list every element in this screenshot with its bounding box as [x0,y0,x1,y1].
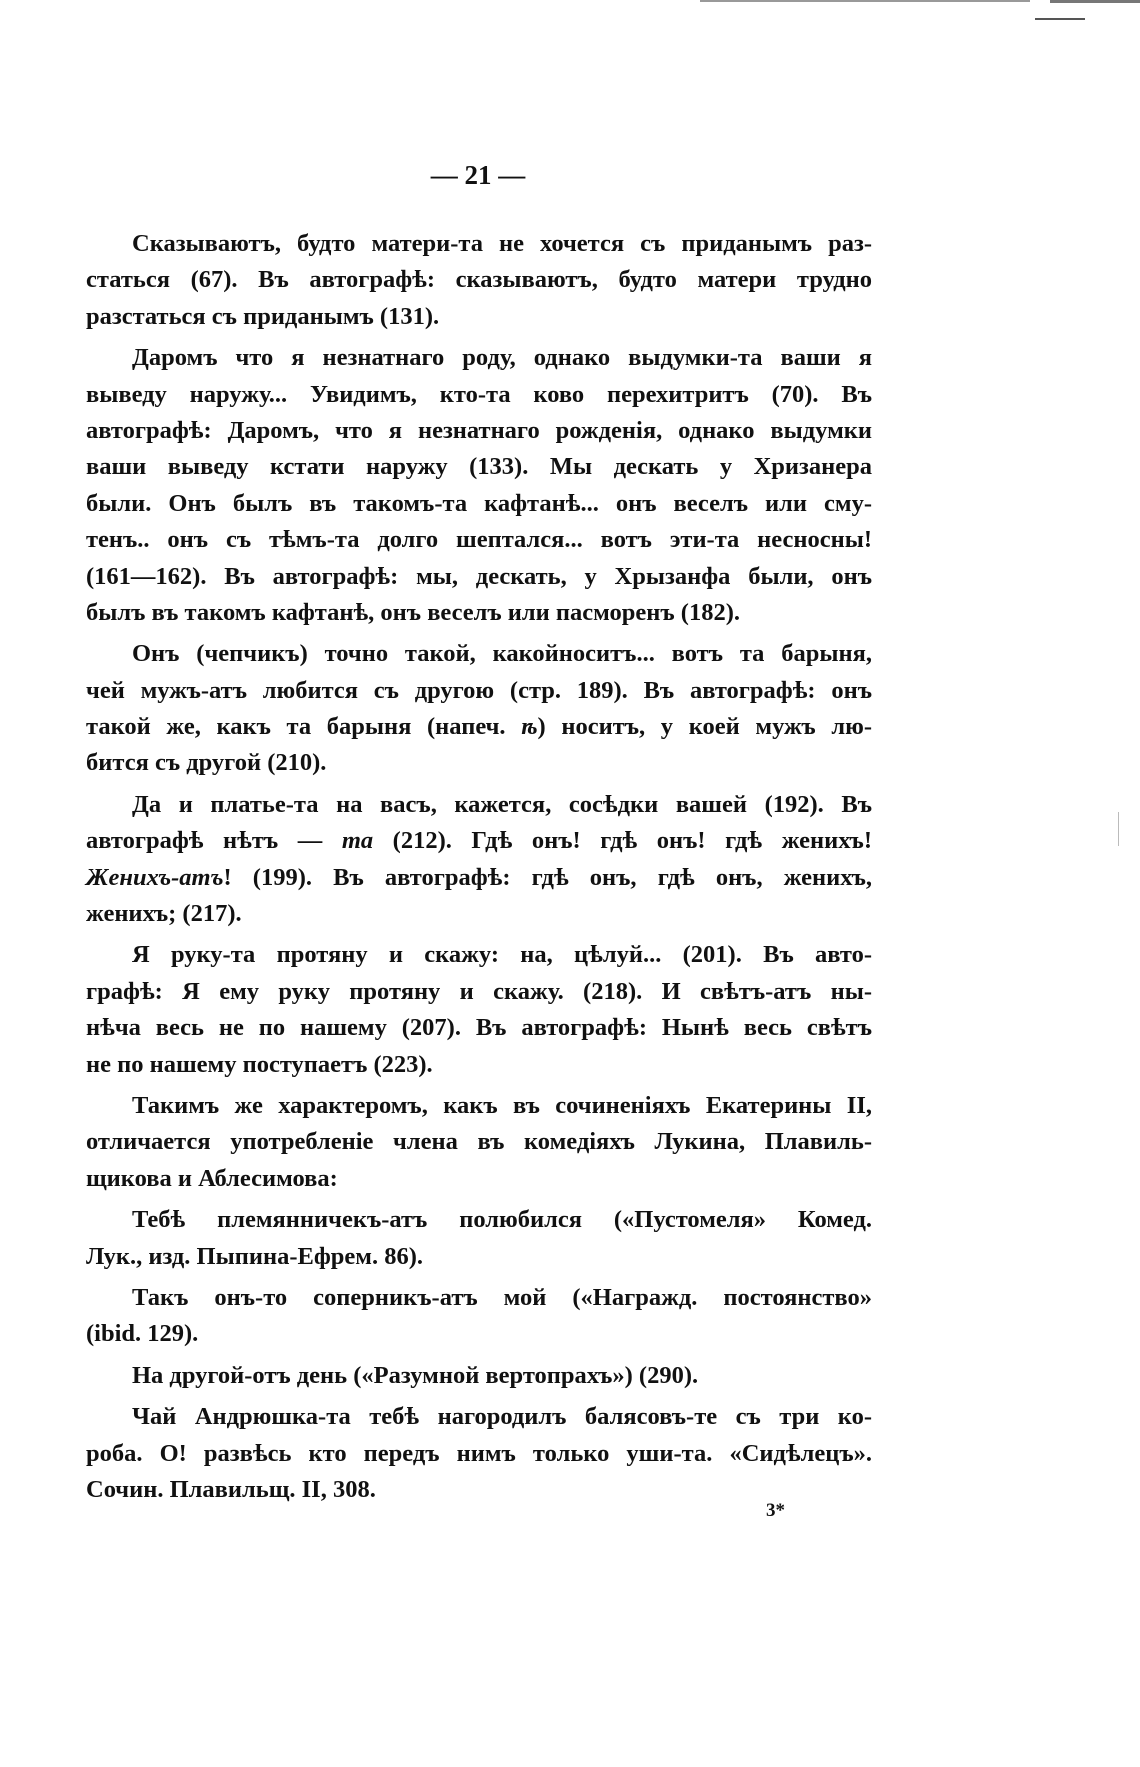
paragraph [86,1358,872,1394]
paragraph [86,1088,872,1197]
text-segment: были. Онъ былъ въ такомъ-та кафтанѣ... онъ веселъ или сму- [86,489,872,517]
text-segment: Да и платье-та на васъ, кажется, сосѣдки вашей (192). Въ [132,790,872,818]
text-line [86,937,872,973]
text-segment: былъ въ такомъ кафтанѣ, онъ веселъ или пасморенъ (182). [86,598,740,626]
text-segment: Сочин. Плавильщ. II, 308. [86,1475,376,1503]
italic-text: ѣ [521,713,538,741]
text-line [86,896,872,932]
scan-edge-line [1035,18,1085,20]
text-segment: ваши выведу кстати наружу (133). Мы дескать у Хризанера [86,453,872,481]
text-segment: (212). Гдѣ онъ! гдѣ онъ! гдѣ женихъ! [373,827,873,855]
paragraph [86,340,872,631]
text-segment: (161—162). Въ автографѣ: мы, дескать, у Хрызанфа были, онъ [86,562,872,590]
text-segment: выведу наружу... Увидимъ, кто-та ково перехитритъ (70). Въ [86,380,872,408]
text-line [86,1358,872,1394]
text-line [86,745,872,781]
margin-mark [1118,812,1119,846]
text-line [86,823,872,859]
text-segment: щикова и Аблесимова: [86,1164,338,1192]
signature-mark: 3* [766,1500,785,1521]
text-segment: автографѣ: Даромъ, что я незнатнаго рожденія, однако выдумки [86,416,872,444]
text-line [86,1088,872,1124]
text-segment: Онъ (чепчикъ) точно такой, какойноситъ... вотъ та барыня, [132,640,872,668]
text-line [86,340,872,376]
text-segment: чей мужъ-атъ любится съ другою (стр. 189). Въ автографѣ: онъ [86,676,872,704]
text-segment: На другой-отъ день («Разумной вертопрахъ») (290). [132,1361,699,1389]
text-line [86,974,872,1010]
text-line [86,709,872,745]
text-line [86,413,872,449]
text-segment: такой же, какъ та барыня (напеч. [86,713,522,741]
text-line [86,1472,872,1508]
text-segment: Сказываютъ, будто матери-та не хочется съ приданымъ раз- [132,230,872,257]
scan-edge-line [700,0,1030,2]
text-line [86,486,872,522]
text-segment: Лук., изд. Пыпина-Ефрем. 86). [86,1242,424,1270]
italic-text: Женихъ-атъ [86,863,224,891]
text-line [86,673,872,709]
text-line [86,559,872,595]
text-segment: графѣ: Я ему руку протяну и скажу. (218). И свѣтъ-атъ ны- [86,977,872,1005]
text-segment: нѣча весь не по нашему (207). Въ автографѣ: Нынѣ весь свѣтъ [86,1014,872,1042]
text-segment: отличается употребленіе члена въ комедіяхъ Лукина, Плавиль- [86,1128,872,1156]
italic-text: та [341,827,374,855]
paragraph [86,1202,872,1275]
text-segment: ) носитъ, у коей мужъ лю- [537,713,872,741]
page-body [86,226,872,1513]
paragraph [86,1280,872,1353]
text-segment: Такъ онъ-то соперникъ-атъ мой («Награжд. постоянство» [132,1283,872,1311]
text-line [86,636,872,672]
page-number: — 21 — [430,160,526,190]
text-segment: Чай Андрюшка-та тебѣ нагородилъ балясовъ-те съ три ко- [132,1403,872,1431]
text-line [86,1280,872,1316]
text-segment: тенъ.. онъ съ тѣмъ-та долго шептался... вотъ эти-та несносны! [86,526,872,554]
text-segment: (ibid. 129). [86,1320,199,1348]
paragraph [86,226,872,335]
text-segment: не по нашему поступаетъ (223). [86,1050,433,1078]
paragraph [86,787,872,933]
text-segment: Даромъ что я незнатнаго роду, однако выдумки-та ваши я [132,344,872,372]
text-line [86,787,872,823]
text-line [86,299,872,335]
text-line [86,1202,872,1238]
text-line [86,522,872,558]
text-segment: статься (67). Въ автографѣ: сказываютъ, будто матери трудно [86,266,872,294]
text-line [86,377,872,413]
text-line [86,1124,872,1160]
text-segment: Такимъ же характеромъ, какъ въ сочиненіяхъ Екатерины II, [132,1091,872,1119]
text-segment: бится съ другой (210). [86,749,327,777]
text-line [86,1161,872,1197]
text-segment: разстаться съ приданымъ (131). [86,302,440,330]
paragraph [86,1399,872,1508]
text-line [86,1010,872,1046]
text-line [86,449,872,485]
text-line [86,226,872,262]
text-segment: роба. О! развѣсь кто передъ нимъ только уши-та. «Сидѣлецъ». [86,1439,872,1467]
paragraph [86,636,872,782]
text-line [86,595,872,631]
text-line [86,1399,872,1435]
text-segment: Я руку-та протяну и скажу: на, цѣлуй... (201). Въ авто- [132,941,872,969]
paragraph [86,937,872,1083]
text-line [86,1436,872,1472]
text-line [86,1239,872,1275]
text-segment: ! (199). Въ автографѣ: гдѣ онъ, гдѣ онъ, женихъ, [223,863,872,891]
text-segment: автографѣ нѣтъ — [86,827,342,855]
text-line [86,860,872,896]
text-segment: женихъ; (217). [86,900,242,928]
text-line [86,262,872,298]
text-line [86,1047,872,1083]
text-segment: Тебѣ племянничекъ-атъ полюбился («Пустомеля» Комед. [132,1206,872,1234]
scan-edge-line [1050,0,1140,3]
text-line [86,1316,872,1352]
